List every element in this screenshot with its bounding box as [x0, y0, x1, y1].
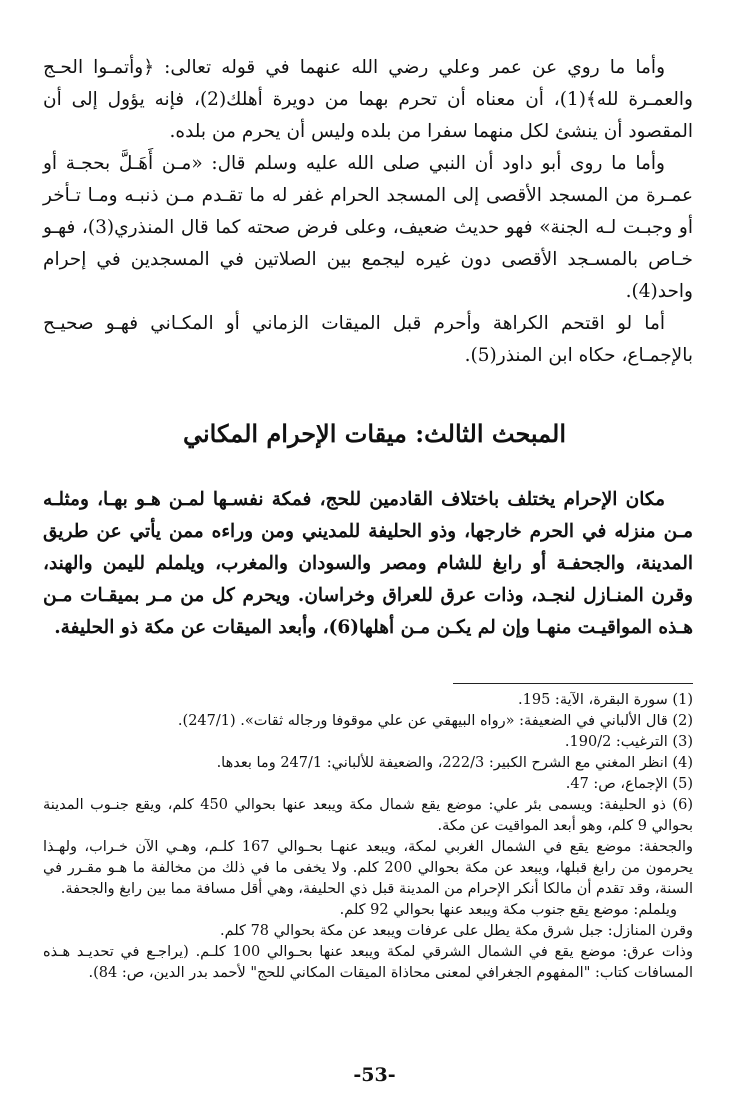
footnote-3: (3) الترغيب: 190/2.: [564, 734, 693, 750]
footnote-6-dhat-irq: وذات عرق: موضع يقع في الشمال الشرقي لمكة ويبعد عنها بحـوالي 100 كلـم. (يراجـع في تحديـد هـذه المسافات كتاب: "المفهوم الجغرافي لمعنى محاذاة الميقات المكاني للحج" لأحمد بدر الدين، ص: 84).: [43, 944, 693, 981]
footnote-2: (2) قال الألباني في الضعيفة: «رواه البيهقي عن علي موقوفا ورجاله ثقات». (247/1).: [177, 713, 693, 729]
footnote-divider: [453, 683, 693, 684]
section-intro: [43, 484, 693, 644]
paragraph-umar-ali: وأما ما روي عن عمر وعلي رضي الله عنهما في قوله تعالى: ﴿وأتمـوا الحـج والعمـرة لله﴾(1)، أن معناه أن تحرم بهما من دويرة أهلك(2)، فإنه يؤول إلى أن المقصود أن ينشئ لكل منهما سفرا من بلده وليس أن يحرم من بلده.: [43, 57, 693, 142]
footnote-5: (5) الإجماع، ص: 47.: [565, 776, 693, 792]
footnote-4: (4) انظر المغني مع الشرح الكبير: 222/3، والضعيفة للألباني: 247/1 وما بعدها.: [216, 755, 693, 771]
section-heading: المبحث الثالث: ميقات الإحرام المكاني: [182, 419, 567, 448]
footnote-6-yalamlam: ويلملم: موضع يقع جنوب مكة ويبعد عنها بحوالي 92 كلم.: [339, 902, 677, 918]
paragraph-ijma: أما لو اقتحم الكراهة وأحرم قبل الميقات الزماني أو المكـاني فهـو صحيـح بالإجمـاع، حكاه ابن المنذر(5).: [43, 313, 693, 366]
main-text: [43, 52, 693, 372]
footnote-1: (1) سورة البقرة، الآية: 195.: [518, 692, 693, 708]
page-number: -53-: [353, 1064, 396, 1086]
footnote-6-juhfa: والجحفة: موضع يقع في الشمال الغربي لمكة، ويبعد عنهـا بحـوالي 167 كلـم، وهـي الآن خـراب، ولهـذا يحرمون من رابغ قبلها، ويبعد عن مكة بحوالي 200 كلم. ولا يخفى ما في ذلك من مخالفة ما هـو مقـرر في السنة، وقد تقدم أن مالكا أنكر الإحرام من المدينة قبل ذي الحليفة، وهي أقل مسافة مما بين رابغ والجحفة.: [43, 839, 693, 897]
footnote-6: (6) ذو الحليفة: ويسمى بئر علي: موضع يقع شمال مكة ويبعد عنها بحوالي 450 كلم، ويقع جنـوب المدينة بحوالي 9 كلم، وهو أبعد المواقيت عن مكة.: [43, 797, 693, 834]
footnotes: [43, 690, 693, 984]
intro-paragraph: مكان الإحرام يختلف باختلاف القادمين للحج، فمكة نفسـها لمـن هـو بهـا، ومثلـه مـن منزله في الحرم خارجها، وذو الحليفة للمديني ومن وراءه ممن يأتي عن طريق المدينة، والجحفـة أو رابغ للشام ومصر والسودان والمغرب، ويلملم لليمن والهند، وقرن المنـازل لنجـد، وذات عرق للعراق وخراسان. ويحرم كل من مـر بميقـات مـن هـذه المواقيـت منهـا وإن لم يكـن مـن أهلها(6)، وأبعد الميقات عن مكة ذو الحليفة.: [43, 489, 693, 638]
paragraph-abu-dawud: وأما ما روى أبو داود أن النبي صلى الله عليه وسلم قال: «مـن أَهَـلَّ بحجـة أو عمـرة من المسجد الأقصى إلى المسجد الحرام غفر له ما تقـدم مـن ذنبـه ومـا تـأخر أو وجبـت لـه الجنة» فهو حديث ضعيف، وعلى فرض صحته كما قال المنذري(3)، فهـو خـاص بالمسـجد الأقصى دون غيره ليجمع بين الصلاتين في المسجدين في إحرام واحد(4).: [43, 153, 694, 302]
footnote-6-qarn: وقرن المنازل: جبل شرق مكة يطل على عرفات ويبعد عن مكة بحوالي 78 كلم.: [219, 923, 693, 939]
